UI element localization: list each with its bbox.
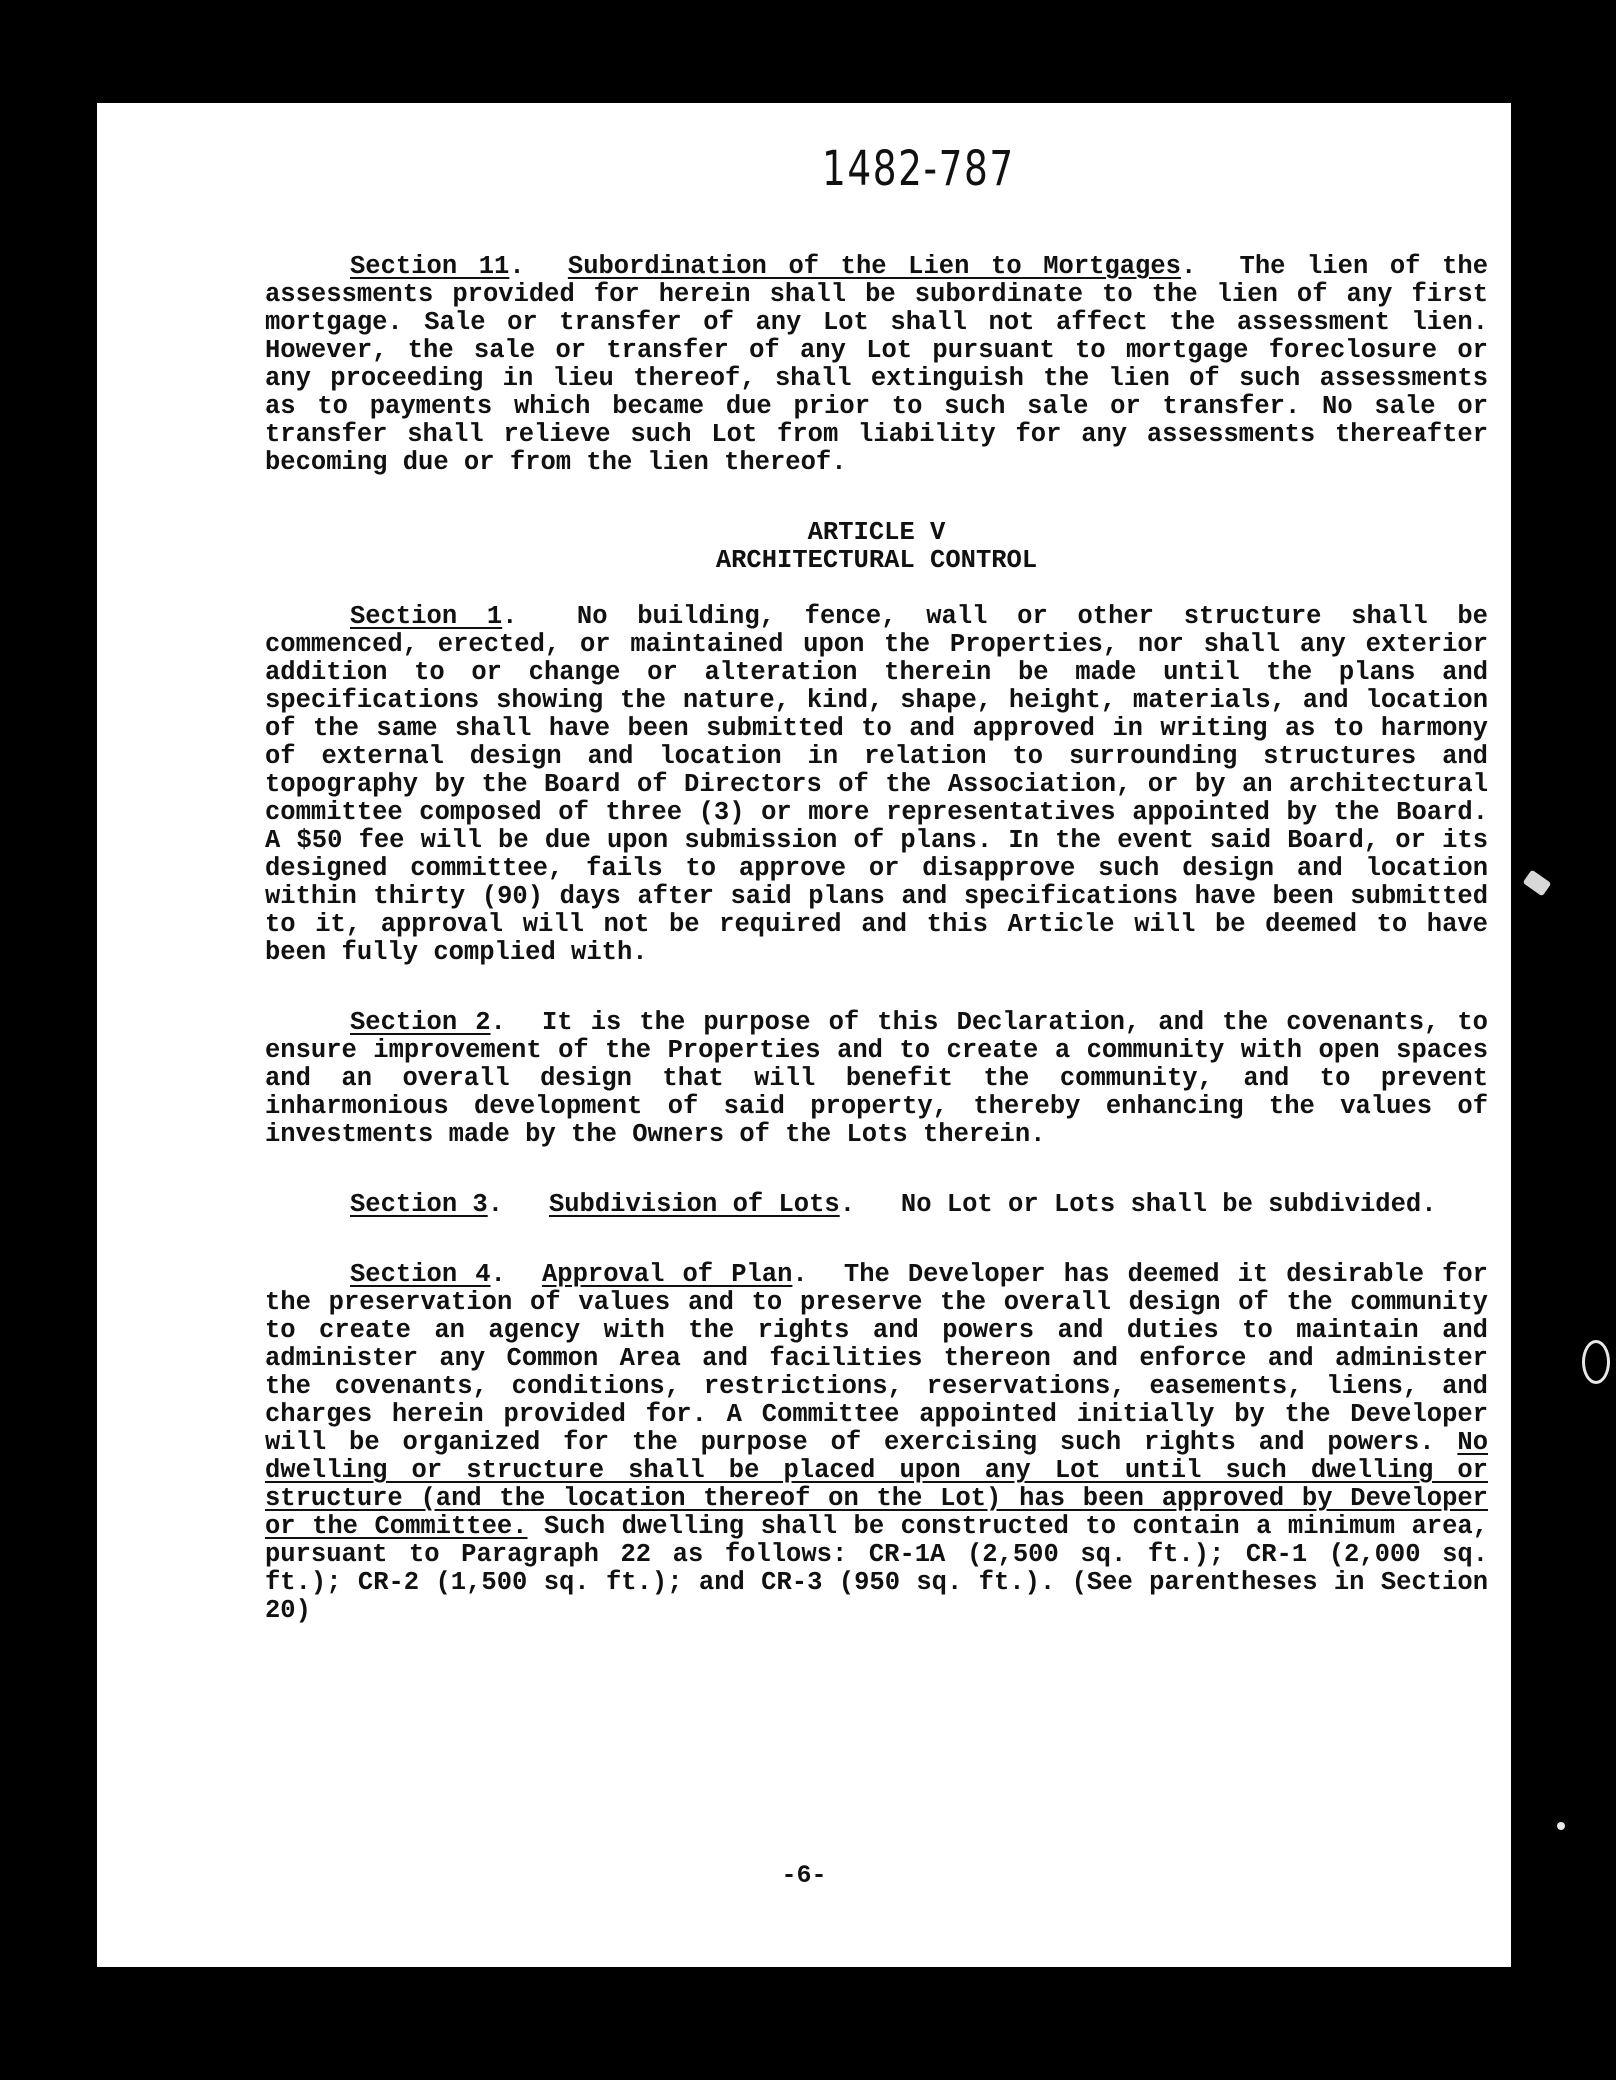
section-1: Section 1. No building, fence, wall or other structure shall be commenced, erected, or maintained upon the Properties, nor shall any exterior addition to or change or alteration therein be made until the plans and specifications showing the nature, kind, shape, height, materials, and location of the same shall have been submitted to and approved in writing as to harmony of external design and location in relation to surrounding structures and topography by the Board of Directors of the Association, or by an architectural committee composed of three (3) or more representatives appointed by the Board. A $50 fee will be due upon submission of plans. In the event said Board, or its designed committee, fails to approve or disapprove such design and location within thirty (90) days after said plans and specifications have been submitted to it, approval will not be required and this Article will be deemed to have been fully complied with.	[265, 602, 1488, 967]
section-text: No building, fence, wall or other structure shall be commenced, erected, or maintained upon the Properties, nor shall any exterior addition to or change or alteration therein be made until the plans and specifications showing the nature, kind, shape, height, materials, and location of the same shall have been submitted to and approved in writing as to harmony of external design and location in relation to surrounding structures and topography by the Board of Directors of the Association, or by an architectural committee composed of three (3) or more representatives appointed by the Board. A $50 fee will be due upon submission of plans. In the event said Board, or its designed committee, fails to approve or disapprove such design and location within thirty (90) days after said plans and specifications have been submitted to it, approval will not be required and this Article will be deemed to have been fully complied with.	[265, 602, 1488, 967]
section-title: Subdivision of Lots	[548, 1190, 840, 1219]
section-3: Section 3. Subdivision of Lots. No Lot or Lots shall be subdivided.	[350, 1190, 1437, 1219]
section-text-underlined: No dwelling or structure shall be placed upon any Lot until such dwelling or structure (and the location thereof on the Lot) has been approved by Developer or the Committee.	[265, 1428, 1488, 1541]
page-number-top: 1482-787	[822, 141, 1015, 197]
article-title: ARTICLE V	[807, 518, 946, 547]
section-text-b: Such dwelling shall be constructed to contain a minimum area, pursuant to Paragraph 22 as follows: CR-1A (2,500 sq. ft.); CR-1 (2,000 sq. ft.); CR-2 (1,500 sq. ft.); and CR-3 (950 sq. ft.). (See parentheses in Section 20)	[265, 1512, 1488, 1625]
document-page	[97, 103, 1511, 1967]
section-text-a: The Developer has deemed it desirable for the preservation of values and to preserve the overall design of the community to create an agency with the rights and powers and duties to maintain and administer any Common Area and facilities thereon and enforce and administer the covenants, conditions, restrictions, reservations, easements, liens, and charges herein provided for. A Committee appointed initially by the Developer will be organized for the purpose of exercising such rights and powers.	[265, 1260, 1488, 1457]
scan-speck	[1582, 1340, 1610, 1384]
document-body	[265, 253, 1488, 1667]
section-text: No Lot or Lots shall be subdivided.	[900, 1190, 1437, 1219]
section-label: Section 4	[350, 1260, 491, 1289]
article-subtitle: ARCHITECTURAL CONTROL	[715, 546, 1038, 575]
section-4: Section 4. Approval of Plan. The Developer has deemed it desirable for the preservation of values and to preserve the overall design of the community to create an agency with the rights and powers and duties to maintain and administer any Common Area and facilities thereon and enforce and administer the covenants, conditions, restrictions, reservations, easements, liens, and charges herein provided for. A Committee appointed initially by the Developer will be organized for the purpose of exercising such rights and powers. No dwelling or structure shall be placed upon any Lot until such dwelling or structure (and the location thereof on the Lot) has been approved by Developer or the Committee. Such dwelling shall be constructed to contain a minimum area, pursuant to Paragraph 22 as follows: CR-1A (2,500 sq. ft.); CR-1 (2,000 sq. ft.); CR-2 (1,500 sq. ft.); and CR-3 (950 sq. ft.). (See parentheses in Section 20)	[265, 1260, 1488, 1625]
section-11: Section 11. Subordination of the Lien to Mortgages. The lien of the assessments provided for herein shall be subordinate to the lien of any first mortgage. Sale or transfer of any Lot shall not affect the assessment lien. However, the sale or transfer of any Lot pursuant to mortgage foreclosure or any proceeding in lieu thereof, shall extinguish the lien of such assessments as to payments which became due prior to such sale or transfer. No sale or transfer shall relieve such Lot from liability for any assessments thereafter becoming due or from the lien thereof.	[265, 252, 1488, 477]
section-label: Section 3	[350, 1190, 488, 1219]
section-text: It is the purpose of this Declaration, and the covenants, to ensure improvement of the Properties and to create a community with open spaces and an overall design that will benefit the community, and to prevent inharmonious development of said property, thereby enhancing the values of investments made by the Owners of the Lots therein.	[265, 1008, 1488, 1149]
section-text: The lien of the assessments provided for herein shall be subordinate to the lien of any first mortgage. Sale or transfer of any Lot shall not affect the assessment lien. However, the sale or transfer of any Lot pursuant to mortgage foreclosure or any proceeding in lieu thereof, shall extinguish the lien of such assessments as to payments which became due prior to such sale or transfer. No sale or transfer shall relieve such Lot from liability for any assessments thereafter becoming due or from the lien thereof.	[265, 252, 1488, 477]
scan-speck	[1557, 1822, 1565, 1830]
section-label: Section 1	[350, 602, 503, 631]
section-title: Approval of Plan	[542, 1260, 793, 1289]
article-heading	[265, 519, 1488, 575]
section-label: Section 2	[350, 1008, 491, 1037]
page-footer: -6-	[781, 1861, 827, 1890]
scan-speck	[1523, 870, 1552, 897]
section-title: Subordination of the Lien to Mortgages	[567, 252, 1181, 281]
section-label: Section 11	[350, 252, 510, 281]
scan-edge-noise	[1490, 120, 1496, 1920]
section-2: Section 2. It is the purpose of this Declaration, and the covenants, to ensure improvement of the Properties and to create a community with open spaces and an overall design that will benefit the community, and to prevent inharmonious development of said property, thereby enhancing the values of investments made by the Owners of the Lots therein.	[265, 1008, 1488, 1149]
